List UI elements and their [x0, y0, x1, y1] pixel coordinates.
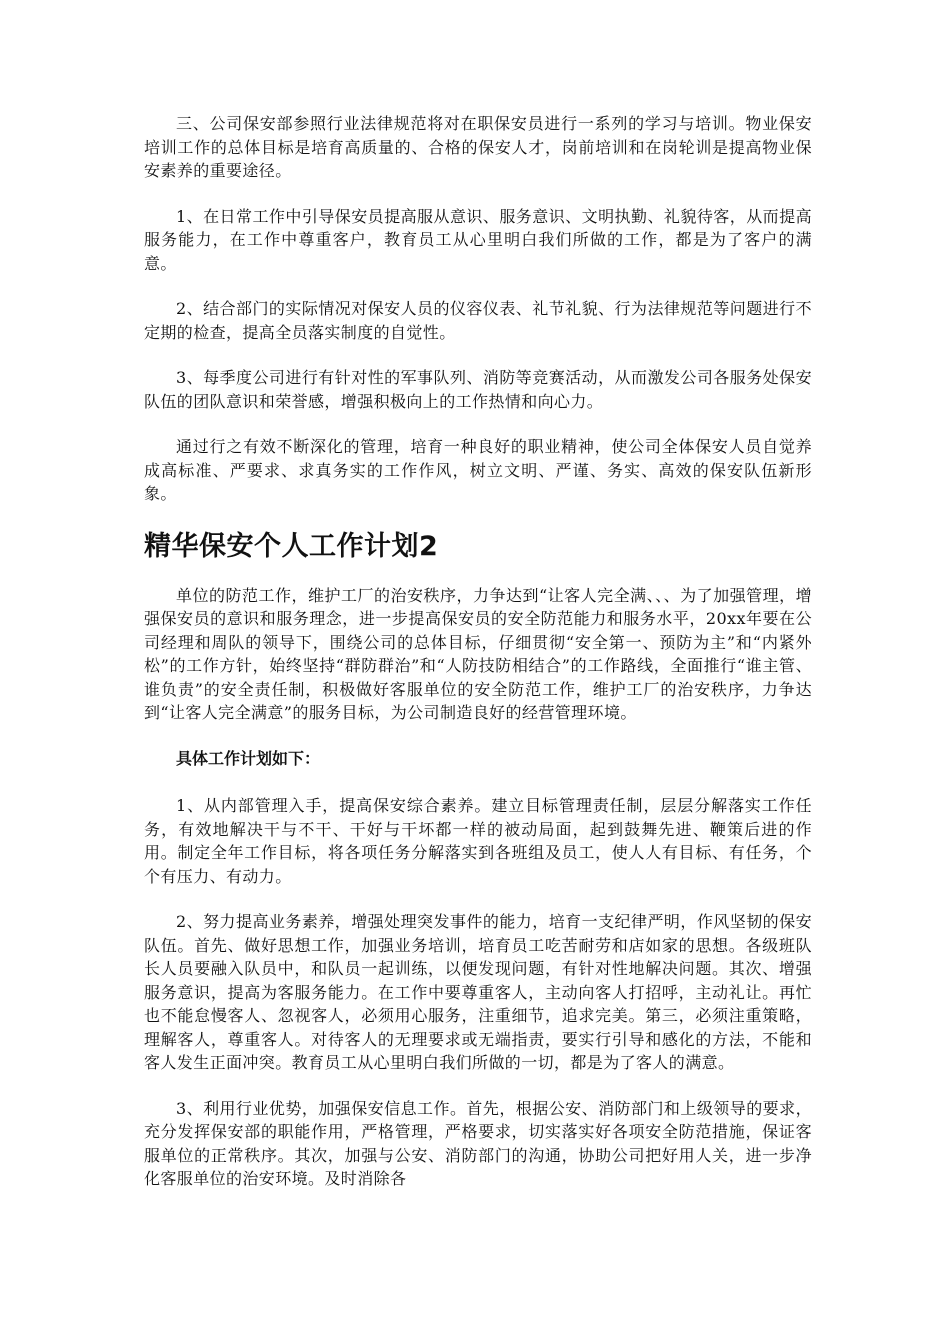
plan-item-2: 2、努力提高业务素养，增强处理突发事件的能力，培育一支纪律严明，作风坚韧的保安队伍。首先、做好思想工作，加强业务培训，培育员工吃苦耐劳和店如家的思想。各级班队长人员要融入队员中，和队员一起训练，以便发现问题，有针对性地解决问题。其次、增强服务意识，提高为客服务能力。在工作中要尊重客人，主动向客人打招呼，主动礼让。再忙也不能怠慢客人、忽视客人，必须用心服务，注重细节，追求完美。第三，必须注重策略，理解客人，尊重客人。对待客人的无理要求或无端指责，要实行引导和感化的方法，不能和客人发生正面冲突。教育员工从心里明白我们所做的一切，都是为了客人的满意。 [144, 912, 812, 1072]
paragraph-training-intro: 三、公司保安部参照行业法律规范将对在职保安员进行一系列的学习与培训。物业保安培训工作的总体目标是培育高质量的、合格的保安人才，岗前培训和在岗轮训是提高物业保安素养的重要途径。 [144, 114, 812, 180]
paragraph-item-3: 3、每季度公司进行有针对性的军事队列、消防等竞赛活动，从而激发公司各服务处保安队伍的团队意识和荣誉感，增强积极向上的工作热情和向心力。 [144, 368, 812, 411]
document-page [144, 112, 812, 1213]
paragraph-item-2: 2、结合部门的实际情况对保安人员的仪容仪表、礼节礼貌、行为法律规范等问题进行不定期的检查，提高全员落实制度的自觉性。 [144, 299, 812, 342]
plan-subheading: 具体工作计划如下： [176, 748, 321, 768]
paragraph-section2-intro: 单位的防范工作，维护工厂的治安秩序，力争达到“让客人完全满、、、为了加强管理，增强保安员的意识和服务理念，进一步提高保安员的安全防范能力和服务水平，20xx年要在公司经理和周队的领导下，围绕公司的总体目标，仔细贯彻“安全第一、预防为主”和“内紧外松”的工作方针，始终坚持“群防群治”和“人防技防相结合”的工作路线，全面推行“谁主管、谁负责”的安全责任制，积极做好客服单位的安全防范工作，维护工厂的治安秩序，力争达到“让客人完全满意”的服务目标，为公司制造良好的经营管理环境。 [144, 585, 812, 722]
plan-item-1: 1、从内部管理入手，提高保安综合素养。建立目标管理责任制，层层分解落实工作任务，有效地解决干与不干、干好与干坏都一样的被动局面，起到鼓舞先进、鞭策后进的作用。制定全年工作目标，将各项任务分解落实到各班组及员工，使人人有目标、有任务，个个有压力、有动力。 [144, 796, 812, 886]
paragraph-item-1: 1、在日常工作中引导保安员提高服从意识、服务意识、文明执勤、礼貌待客，从而提高服务能力，在工作中尊重客户，教育员工从心里明白我们所做的工作，都是为了客户的满意。 [144, 206, 812, 273]
paragraph-summary: 通过行之有效不断深化的管理，培育一种良好的职业精神，使公司全体保安人员自觉养成高标准、严要求、求真务实的工作作风，树立文明、严谨、务实、高效的保安队伍新形象。 [144, 437, 812, 503]
plan-item-3: 3、利用行业优势，加强保安信息工作。首先，根据公安、消防部门和上级领导的要求，充分发挥保安部的职能作用，严格管理，严格要求，切实落实好各项安全防范措施，保证客服单位的正常秩序。其次，加强与公安、消防部门的沟通，协助公司把好用人关，进一步净化客服单位的治安环境。及时消除各 [144, 1098, 812, 1188]
section-heading: 精华保安个人工作计划2 [144, 530, 439, 562]
